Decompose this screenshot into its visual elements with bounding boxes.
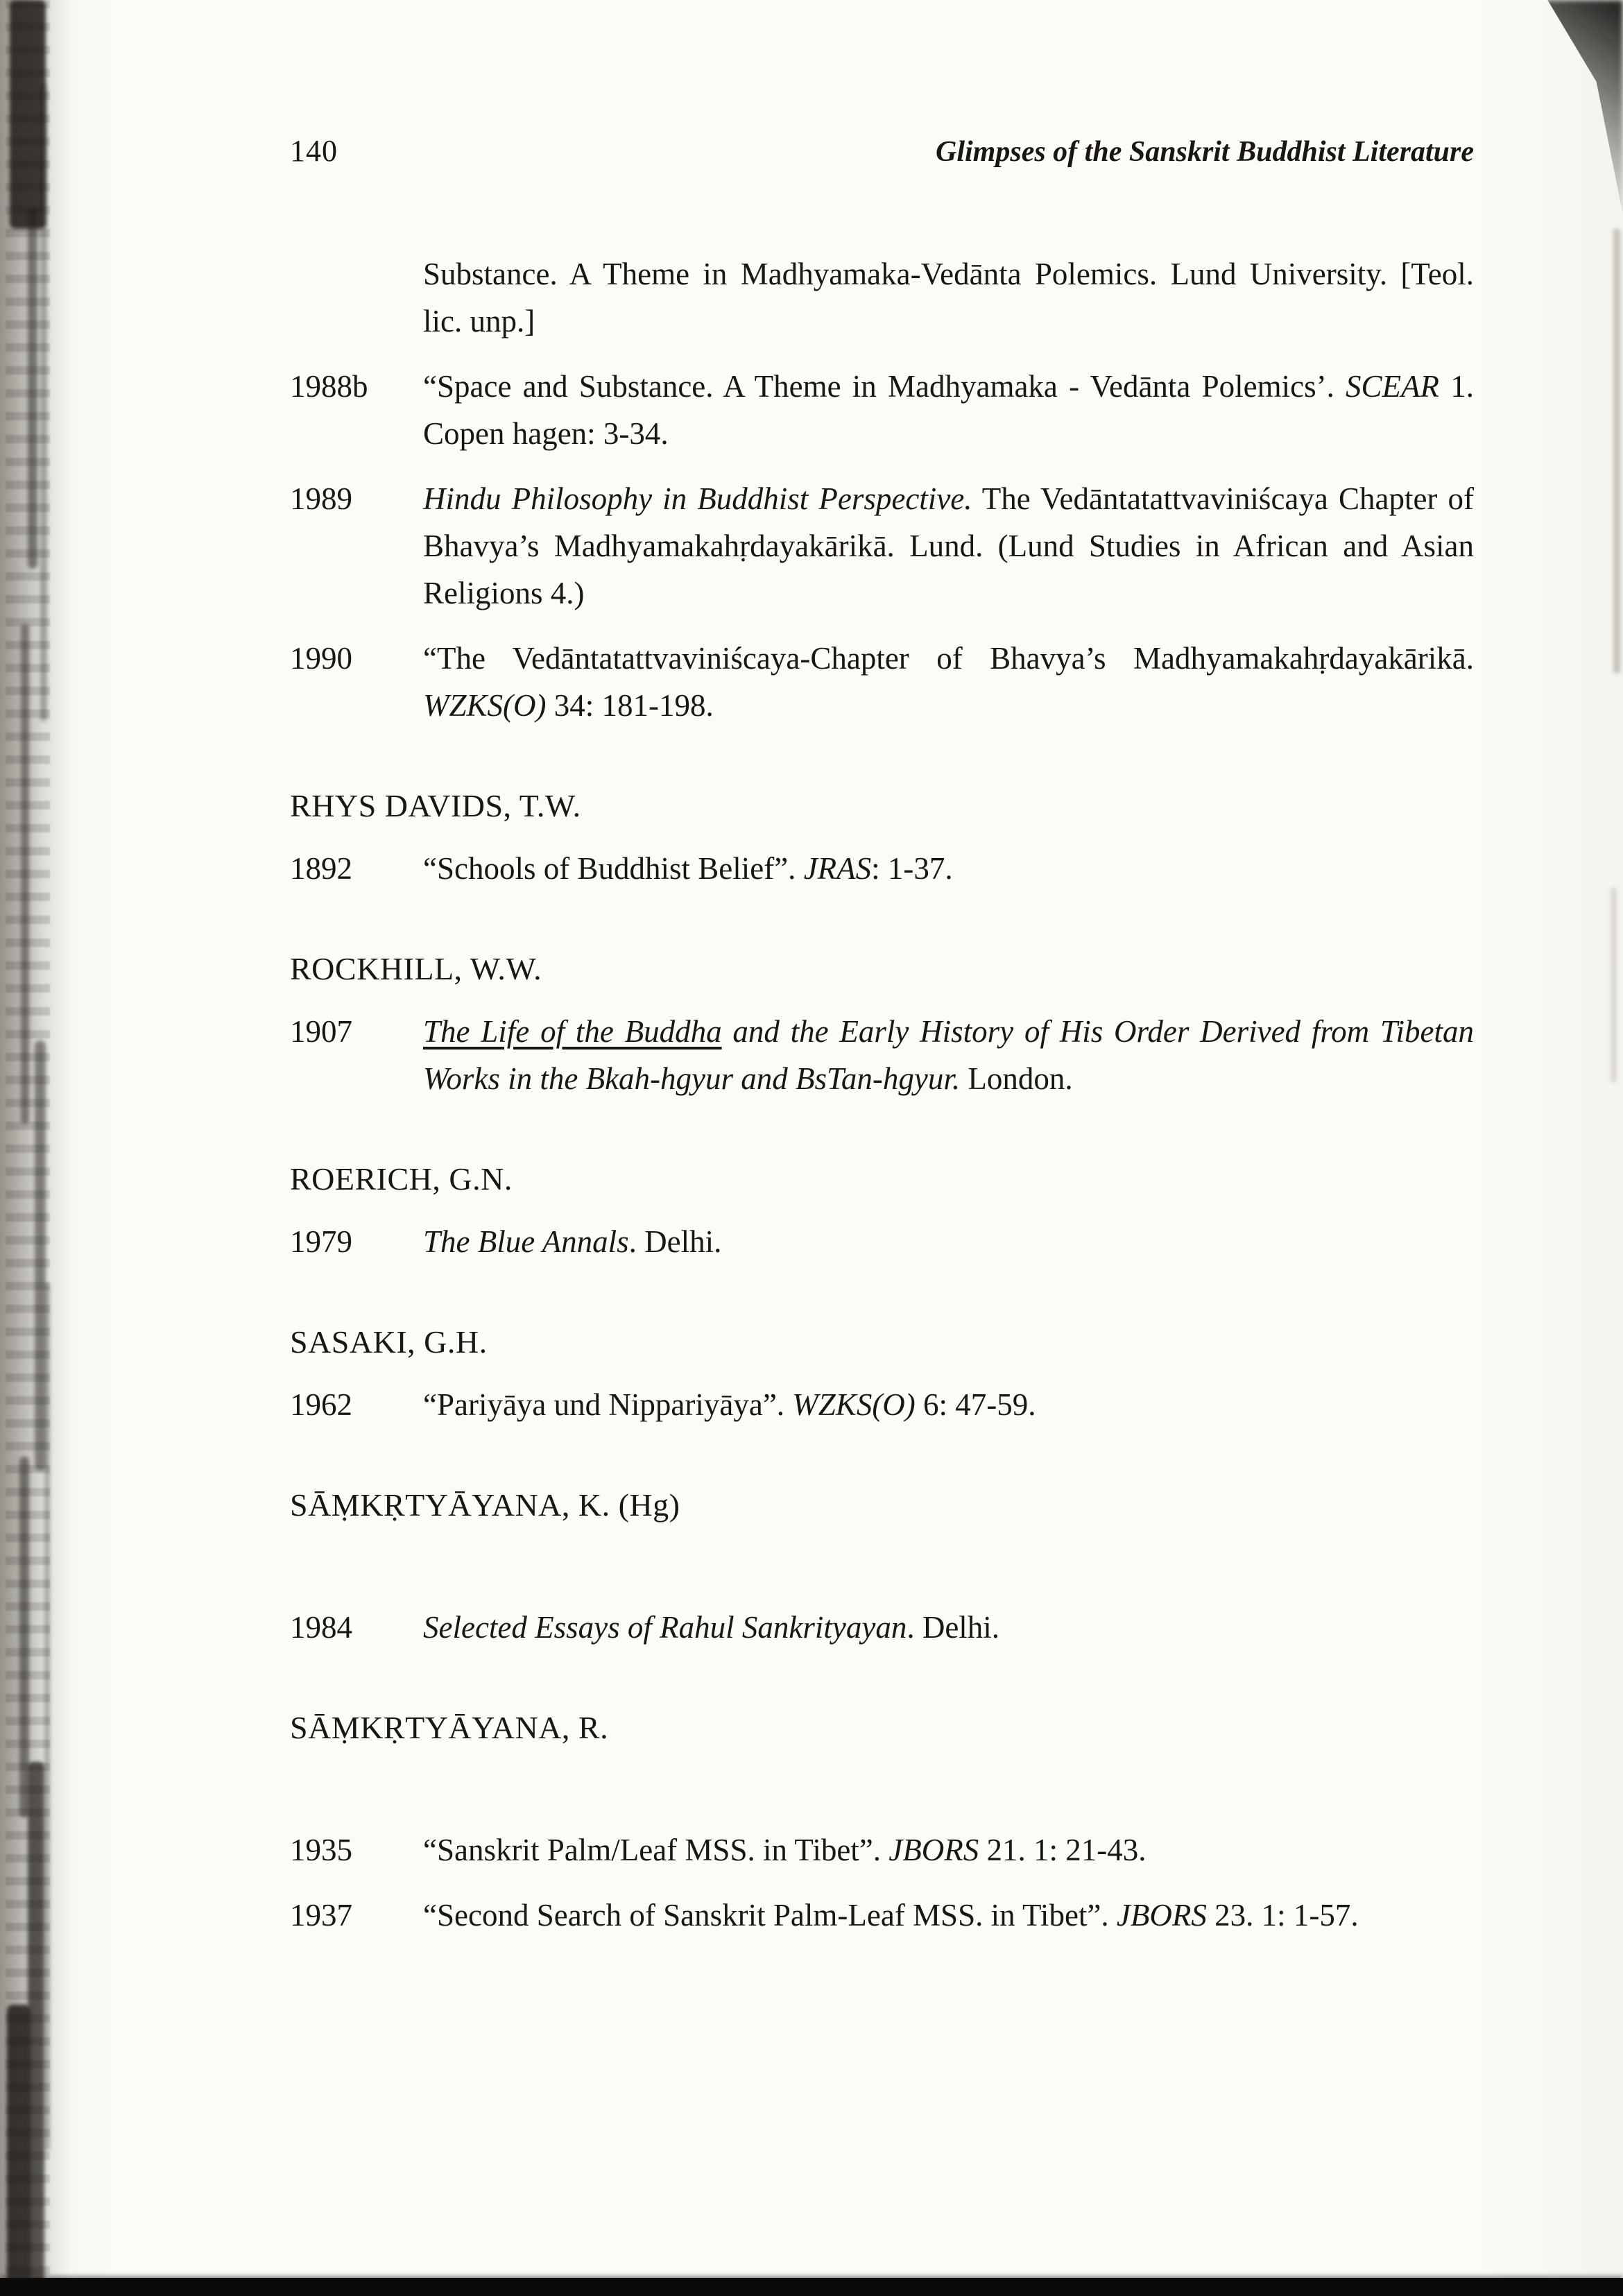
bibliography [290,250,1474,1939]
entry-segment: 21. 1: 21-43. [979,1833,1147,1867]
entry-year: 1988b [290,369,368,404]
author-heading: SASAKI, G.H. [290,1324,488,1360]
entry-segment: The Life of the Buddha [423,1014,722,1049]
entry-segment: The Vedāntatattvaviniścaya Chapter of Bhavya’s Madhyamakahṛdayakārikā. Lund. (Lund Studies in African and Asian Religions 4.) [423,481,1474,610]
entry-year: 1989 [290,481,352,516]
entry-segment: WZKS(O) [792,1387,916,1422]
entry-year: 1962 [290,1387,352,1422]
entry-year: 1984 [290,1610,352,1645]
entry-segment: Selected Essays of Rahul Sankrityayan [423,1610,907,1645]
entry-segment: JBORS [888,1833,979,1867]
bibliography-entry [290,1008,1474,1102]
entry-text [423,1008,1474,1102]
entry-list [290,1604,1474,1651]
author-heading: ROERICH, G.N. [290,1161,513,1197]
entry-text [423,845,1474,892]
bibliography-section [290,1323,1474,1428]
entry-list [290,1008,1474,1102]
bibliography-section [290,950,1474,1102]
entry-segment: “Schools of Buddhist Belief”. [423,851,804,886]
bibliography-entry [290,845,1474,892]
entry-year: 1907 [290,1014,352,1049]
bibliography-entry [290,1381,1474,1428]
entry-segment: The Blue Annals [423,1224,629,1259]
entry-text [423,635,1474,729]
entry-year: 1892 [290,851,352,886]
entry-text [423,1218,1474,1265]
page-header [290,133,1474,169]
entry-year: 1935 [290,1833,352,1867]
bibliography-entry [290,250,1474,345]
bibliography-section [290,1160,1474,1265]
entry-text [423,250,1474,345]
entry-segment: 1. Copen hagen: 3-34. [423,369,1474,451]
entry-segment: “Pariyāya und Nippariyāya”. [423,1387,793,1422]
entry-segment: London. [960,1061,1073,1096]
entry-segment: “Sanskrit Palm/Leaf MSS. in Tibet”. [423,1833,889,1867]
entry-text [423,1381,1474,1428]
bibliography-section [290,787,1474,892]
entry-segment: 34: 181-198. [546,688,714,723]
bibliography-section [290,1487,1474,1651]
bibliography-section [290,250,1474,729]
running-title: Glimpses of the Sanskrit Buddhist Literature [936,136,1474,168]
entry-segment: Hindu Philosophy in Buddhist Perspective. [423,481,972,516]
author-heading: SĀṂKṚTYĀYANA, K. (Hg) [290,1487,680,1523]
entry-list [290,1381,1474,1428]
entry-segment: JBORS [1116,1898,1207,1933]
entry-segment: . Delhi. [907,1610,1000,1645]
bibliography-section [290,1709,1474,1939]
bibliography-entry [290,1218,1474,1265]
entry-year: 1990 [290,641,352,676]
entry-segment: and the Early History of His Order Derived from Tibetan Works in the Bkah-hgyur and BsTan-hgyur. [423,1014,1474,1096]
entry-list [290,250,1474,729]
author-heading: RHYS DAVIDS, T.W. [290,788,581,823]
entry-segment: “Space and Substance. A Theme in Madhyamaka - Vedānta Polemics’. [423,369,1346,404]
bibliography-entry [290,363,1474,457]
entry-year [290,250,423,345]
entry-year: 1937 [290,1898,352,1933]
bibliography-entry [290,1826,1474,1874]
entry-segment: : 1-37. [871,851,953,886]
entry-text [423,475,1474,617]
entry-segment: “Second Search of Sanskrit Palm-Leaf MSS. in Tibet”. [423,1898,1117,1933]
scan-bottom-bar [0,2278,1623,2296]
bibliography-entry [290,1604,1474,1651]
bibliography-entry [290,475,1474,617]
entry-list [290,845,1474,892]
entry-segment: 6: 47-59. [915,1387,1036,1422]
bibliography-entry [290,1892,1474,1939]
author-heading: SĀṂKṚTYĀYANA, R. [290,1710,609,1745]
entry-segment: “The Vedāntatattvaviniścaya-Chapter of Bhavya’s Madhyamakahṛdayakārikā. [423,641,1474,676]
scan-ink-streak [7,2005,31,2296]
entry-list [290,1218,1474,1265]
entry-segment: WZKS(O) [423,688,547,723]
entry-segment: Substance. A Theme in Madhyamaka-Vedānta Polemics. Lund University. [Teol. lic. unp.] [423,257,1474,339]
entry-segment: . Delhi. [628,1224,722,1259]
entry-text [423,1604,1474,1651]
entry-segment: JRAS [803,851,872,886]
entry-text [423,363,1474,457]
entry-text [423,1826,1474,1874]
entry-segment: SCEAR [1346,369,1440,404]
entry-text [423,1892,1474,1939]
bibliography-entry [290,635,1474,729]
author-heading: ROCKHILL, W.W. [290,951,542,986]
entry-list [290,1826,1474,1939]
entry-year: 1979 [290,1224,352,1259]
page-number: 140 [290,134,338,168]
entry-segment: 23. 1: 1-57. [1206,1898,1359,1933]
